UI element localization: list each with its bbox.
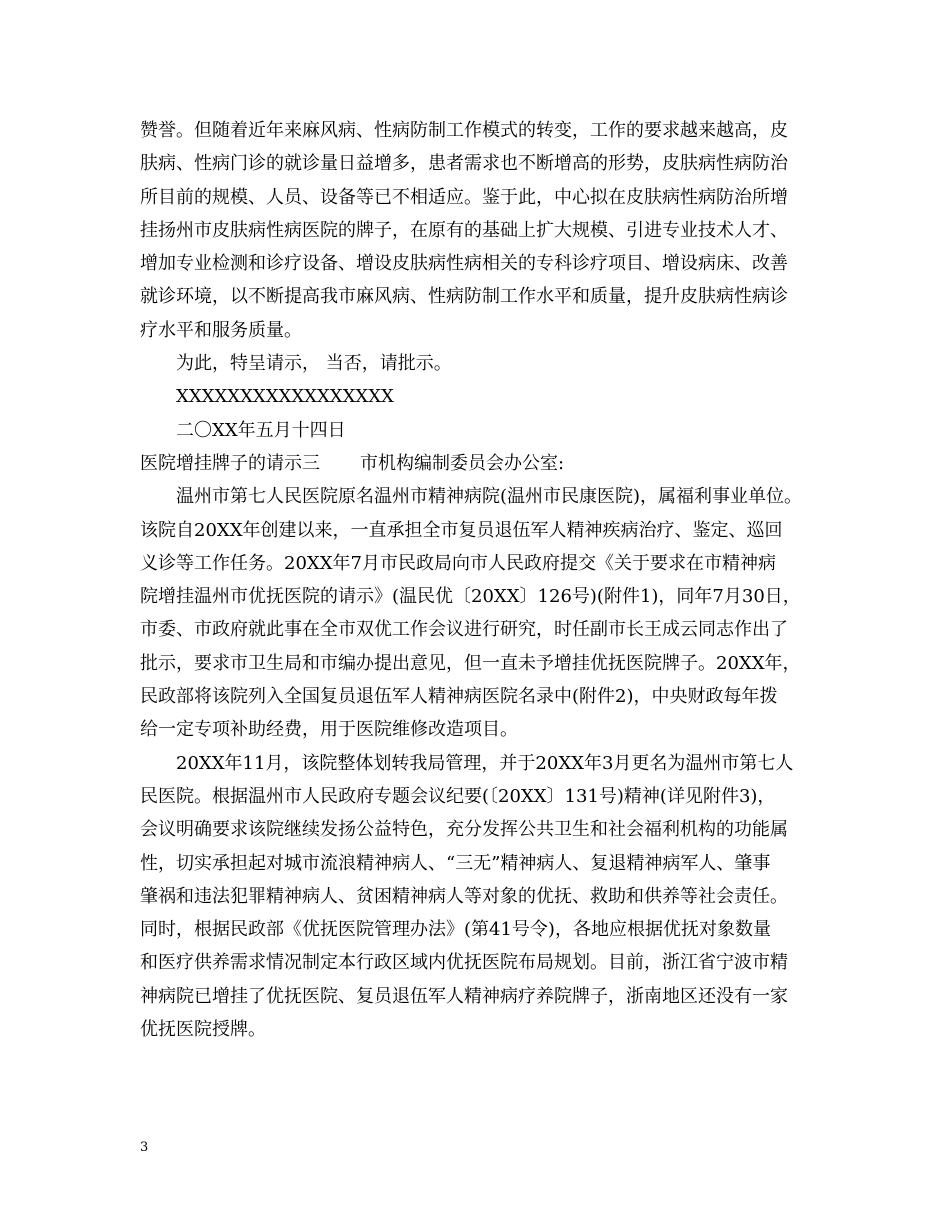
text-line: 优抚医院授牌。 bbox=[140, 1019, 266, 1041]
text-line: 会议明确要求该院继续发扬公益特色，充分发挥公共卫生和社会福利机构的功能属 bbox=[140, 819, 788, 841]
request-line: 为此，特呈请示， 当否，请批示。 bbox=[176, 353, 452, 375]
text-line: 肤病、性病门诊的就诊量日益增多，患者需求也不断增高的形势，皮肤病性病防治 bbox=[140, 153, 788, 175]
text-line: 和医疗供养需求情况制定本行政区域内优抚医院布局规划。目前，浙江省宁波市精 bbox=[140, 952, 788, 974]
text-line: 市委、市政府就此事在全市双优工作会议进行研究，时任副市长王成云同志作出了 bbox=[140, 619, 788, 641]
text-line: 神病院已增挂了优抚医院、复员退伍军人精神病疗养院牌子，浙南地区还没有一家 bbox=[140, 985, 788, 1007]
signature-line: XXXXXXXXXXXXXXXXX bbox=[176, 386, 394, 408]
section-heading-line bbox=[140, 447, 820, 480]
body-text bbox=[140, 114, 820, 1046]
text-line: 义诊等工作任务。20XX年7月市民政局向市人民政府提交《关于要求在市精神病 bbox=[140, 552, 776, 574]
text-line: 所目前的规模、人员、设备等已不相适应。鉴于此，中心拟在皮肤病性病防治所增 bbox=[140, 186, 788, 208]
text-line: 疗水平和服务质量。 bbox=[140, 319, 302, 341]
text-line: 给一定专项补助经费，用于医院维修改造项目。 bbox=[140, 719, 518, 741]
text-line: 民医院。根据温州市人民政府专题会议纪要(〔20XX〕131号)精神(详见附件3)， bbox=[140, 785, 776, 807]
section-title: 医院增挂牌子的请示三 bbox=[140, 452, 320, 474]
page-number: 3 bbox=[140, 1140, 149, 1155]
text-line: 批示，要求市卫生局和市编办提出意见，但一直未予增挂优抚医院牌子。20XX年， bbox=[140, 652, 801, 674]
text-line: 挂扬州市皮肤病性病医院的牌子，在原有的基础上扩大规模、引进专业技术人才、 bbox=[140, 219, 788, 241]
text-line: 院增挂温州市优抚医院的请示》(温民优〔20XX〕126号)(附件1)，同年7月30日， bbox=[140, 586, 801, 608]
text-line: 性，切实承担起对城市流浪精神病人、“三无”精神病人、复退精神病军人、肇事 bbox=[140, 852, 771, 874]
text-line: 同时，根据民政部《优抚医院管理办法》(第41号令)，各地应根据优抚对象数量 bbox=[140, 919, 771, 941]
text-line: 民政部将该院列入全国复员退伍军人精神病医院名录中(附件2)，中央财政每年拨 bbox=[140, 686, 778, 708]
addressee: 市机构编制委员会办公室: bbox=[360, 452, 565, 474]
text-line: 温州市第七人民医院原名温州市精神病院(温州市民康医院)，属福利事业单位。 bbox=[176, 486, 803, 508]
text-line: 肇祸和违法犯罪精神病人、贫困精神病人等对象的优抚、救助和供养等社会责任。 bbox=[140, 885, 788, 907]
text-line: 赞誉。但随着近年来麻风病、性病防制工作模式的转变，工作的要求越来越高，皮 bbox=[140, 120, 788, 141]
text-line: 20XX年11月，该院整体划转我局管理，并于20XX年3月更名为温州市第七人 bbox=[176, 752, 794, 774]
text-line: 增加专业检测和诊疗设备、增设皮肤病性病相关的专科诊疗项目、增设病床、改善 bbox=[140, 253, 788, 275]
text-line: 就诊环境，以不断提高我市麻风病、性病防制工作水平和质量，提升皮肤病性病诊 bbox=[140, 286, 788, 308]
date-line: 二〇XX年五月十四日 bbox=[176, 419, 346, 441]
text-line: 该院自20XX年创建以来，一直承担全市复员退伍军人精神疾病治疗、鉴定、巡回 bbox=[140, 519, 783, 541]
